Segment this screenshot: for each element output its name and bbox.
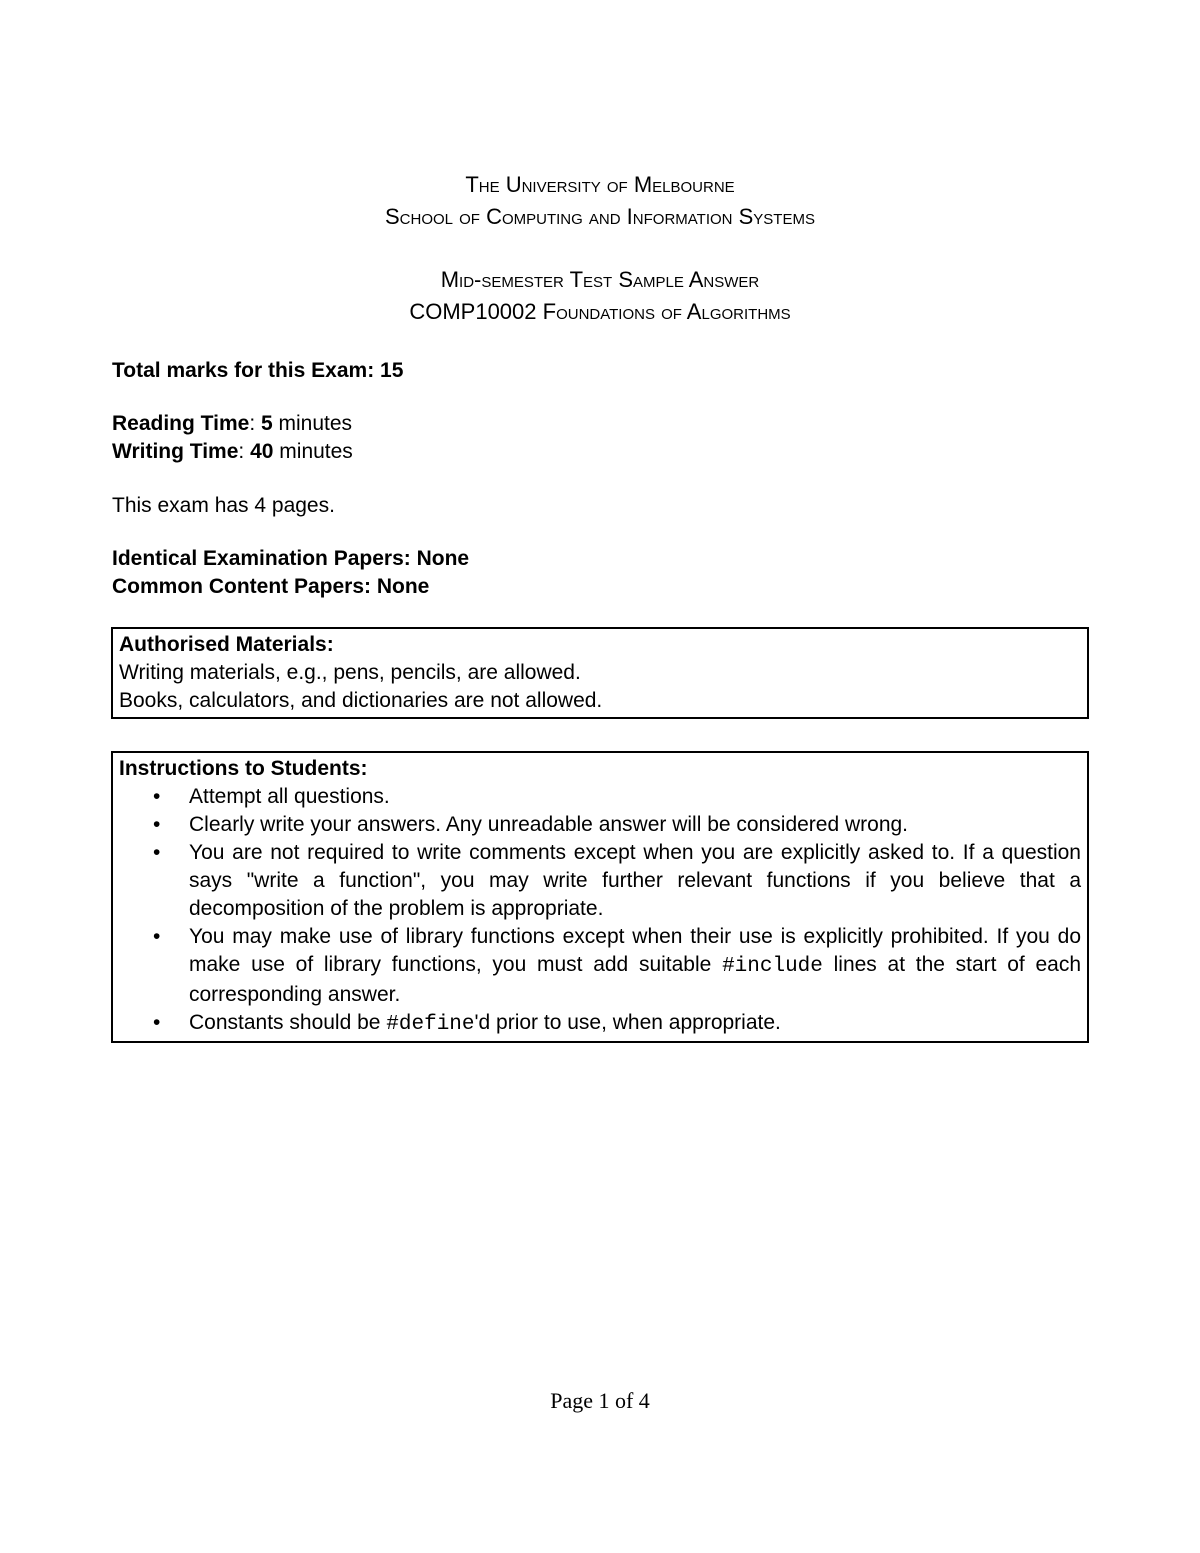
bullet-icon: • xyxy=(153,841,161,864)
common-papers xyxy=(112,573,429,601)
instruction-item xyxy=(119,923,1081,1009)
bullet-icon: • xyxy=(153,925,161,948)
reading-time-label: Reading Time xyxy=(112,412,250,435)
instruction-text-before: You may make use of library functions except when their use is explicitly prohibited. If you do make use of library functions, you must add suitable xyxy=(189,925,1081,976)
page-number: Page 1 of 4 xyxy=(550,1388,650,1413)
test-title: Mid-semester Test Sample Answer xyxy=(440,267,760,292)
authorised-materials-title: Authorised Materials: xyxy=(119,633,334,656)
writing-time-unit: minutes xyxy=(279,440,353,463)
instruction-item xyxy=(119,783,1081,811)
instruction-text: You are not required to write comments except when you are explicitly asked to. If a question says "write a function", you may write further relevant functions if you believe that a decomposition of the problem is appropriate. xyxy=(189,841,1081,920)
total-marks xyxy=(112,357,403,385)
authorised-line: Books, calculators, and dictionaries are not allowed. xyxy=(119,689,603,712)
bullet-icon: • xyxy=(153,785,161,808)
course-title xyxy=(0,297,1200,327)
instruction-text: Attempt all questions. xyxy=(189,785,390,808)
course-code: COMP10002 xyxy=(409,299,537,324)
identical-papers-value: None xyxy=(416,547,470,570)
reading-time: Reading Time: 5 minutes xyxy=(112,412,353,435)
course-name: Foundations of Algorithms xyxy=(542,299,791,324)
authorised-line: Writing materials, e.g., pens, pencils, are allowed. xyxy=(119,661,581,684)
include-code: #include xyxy=(722,955,823,978)
university-name: The University of Melbourne xyxy=(465,172,735,197)
page-count-text: This exam has 4 pages. xyxy=(112,494,335,517)
reading-time-value: 5 xyxy=(260,412,273,435)
instructions-title: Instructions to Students: xyxy=(119,757,368,780)
instruction-item xyxy=(119,839,1081,923)
writing-time: Writing Time: 40 minutes xyxy=(112,440,353,463)
school-name: School of Computing and Information Systems xyxy=(385,204,815,229)
common-papers-label: Common Content Papers: xyxy=(112,575,372,598)
instruction-item xyxy=(119,811,1081,839)
instruction-text-after: 'd prior to use, when appropriate. xyxy=(474,1011,781,1034)
common-papers-value: None xyxy=(376,575,430,598)
reading-time-unit: minutes xyxy=(278,412,353,435)
instruction-item xyxy=(119,1009,1081,1039)
writing-time-value: 40 xyxy=(250,440,274,463)
instruction-text-before: Constants should be xyxy=(189,1011,387,1034)
identical-papers-label: Identical Examination Papers: xyxy=(112,547,411,570)
identical-papers xyxy=(112,545,469,573)
authorised-materials-box xyxy=(111,627,1089,719)
total-marks-label: Total marks for this Exam: xyxy=(112,359,375,382)
bullet-icon: • xyxy=(153,1011,161,1034)
instructions-box xyxy=(111,751,1089,1043)
bullet-icon: • xyxy=(153,813,161,836)
instruction-text-after: lines at the start of each corresponding answer. xyxy=(189,953,1081,1006)
define-code: #define xyxy=(386,1013,475,1036)
total-marks-value: 15 xyxy=(380,359,404,382)
instruction-text: Clearly write your answers. Any unreadable answer will be considered wrong. xyxy=(189,813,909,836)
instructions-list xyxy=(119,783,1081,1039)
writing-time-label: Writing Time xyxy=(112,440,239,463)
